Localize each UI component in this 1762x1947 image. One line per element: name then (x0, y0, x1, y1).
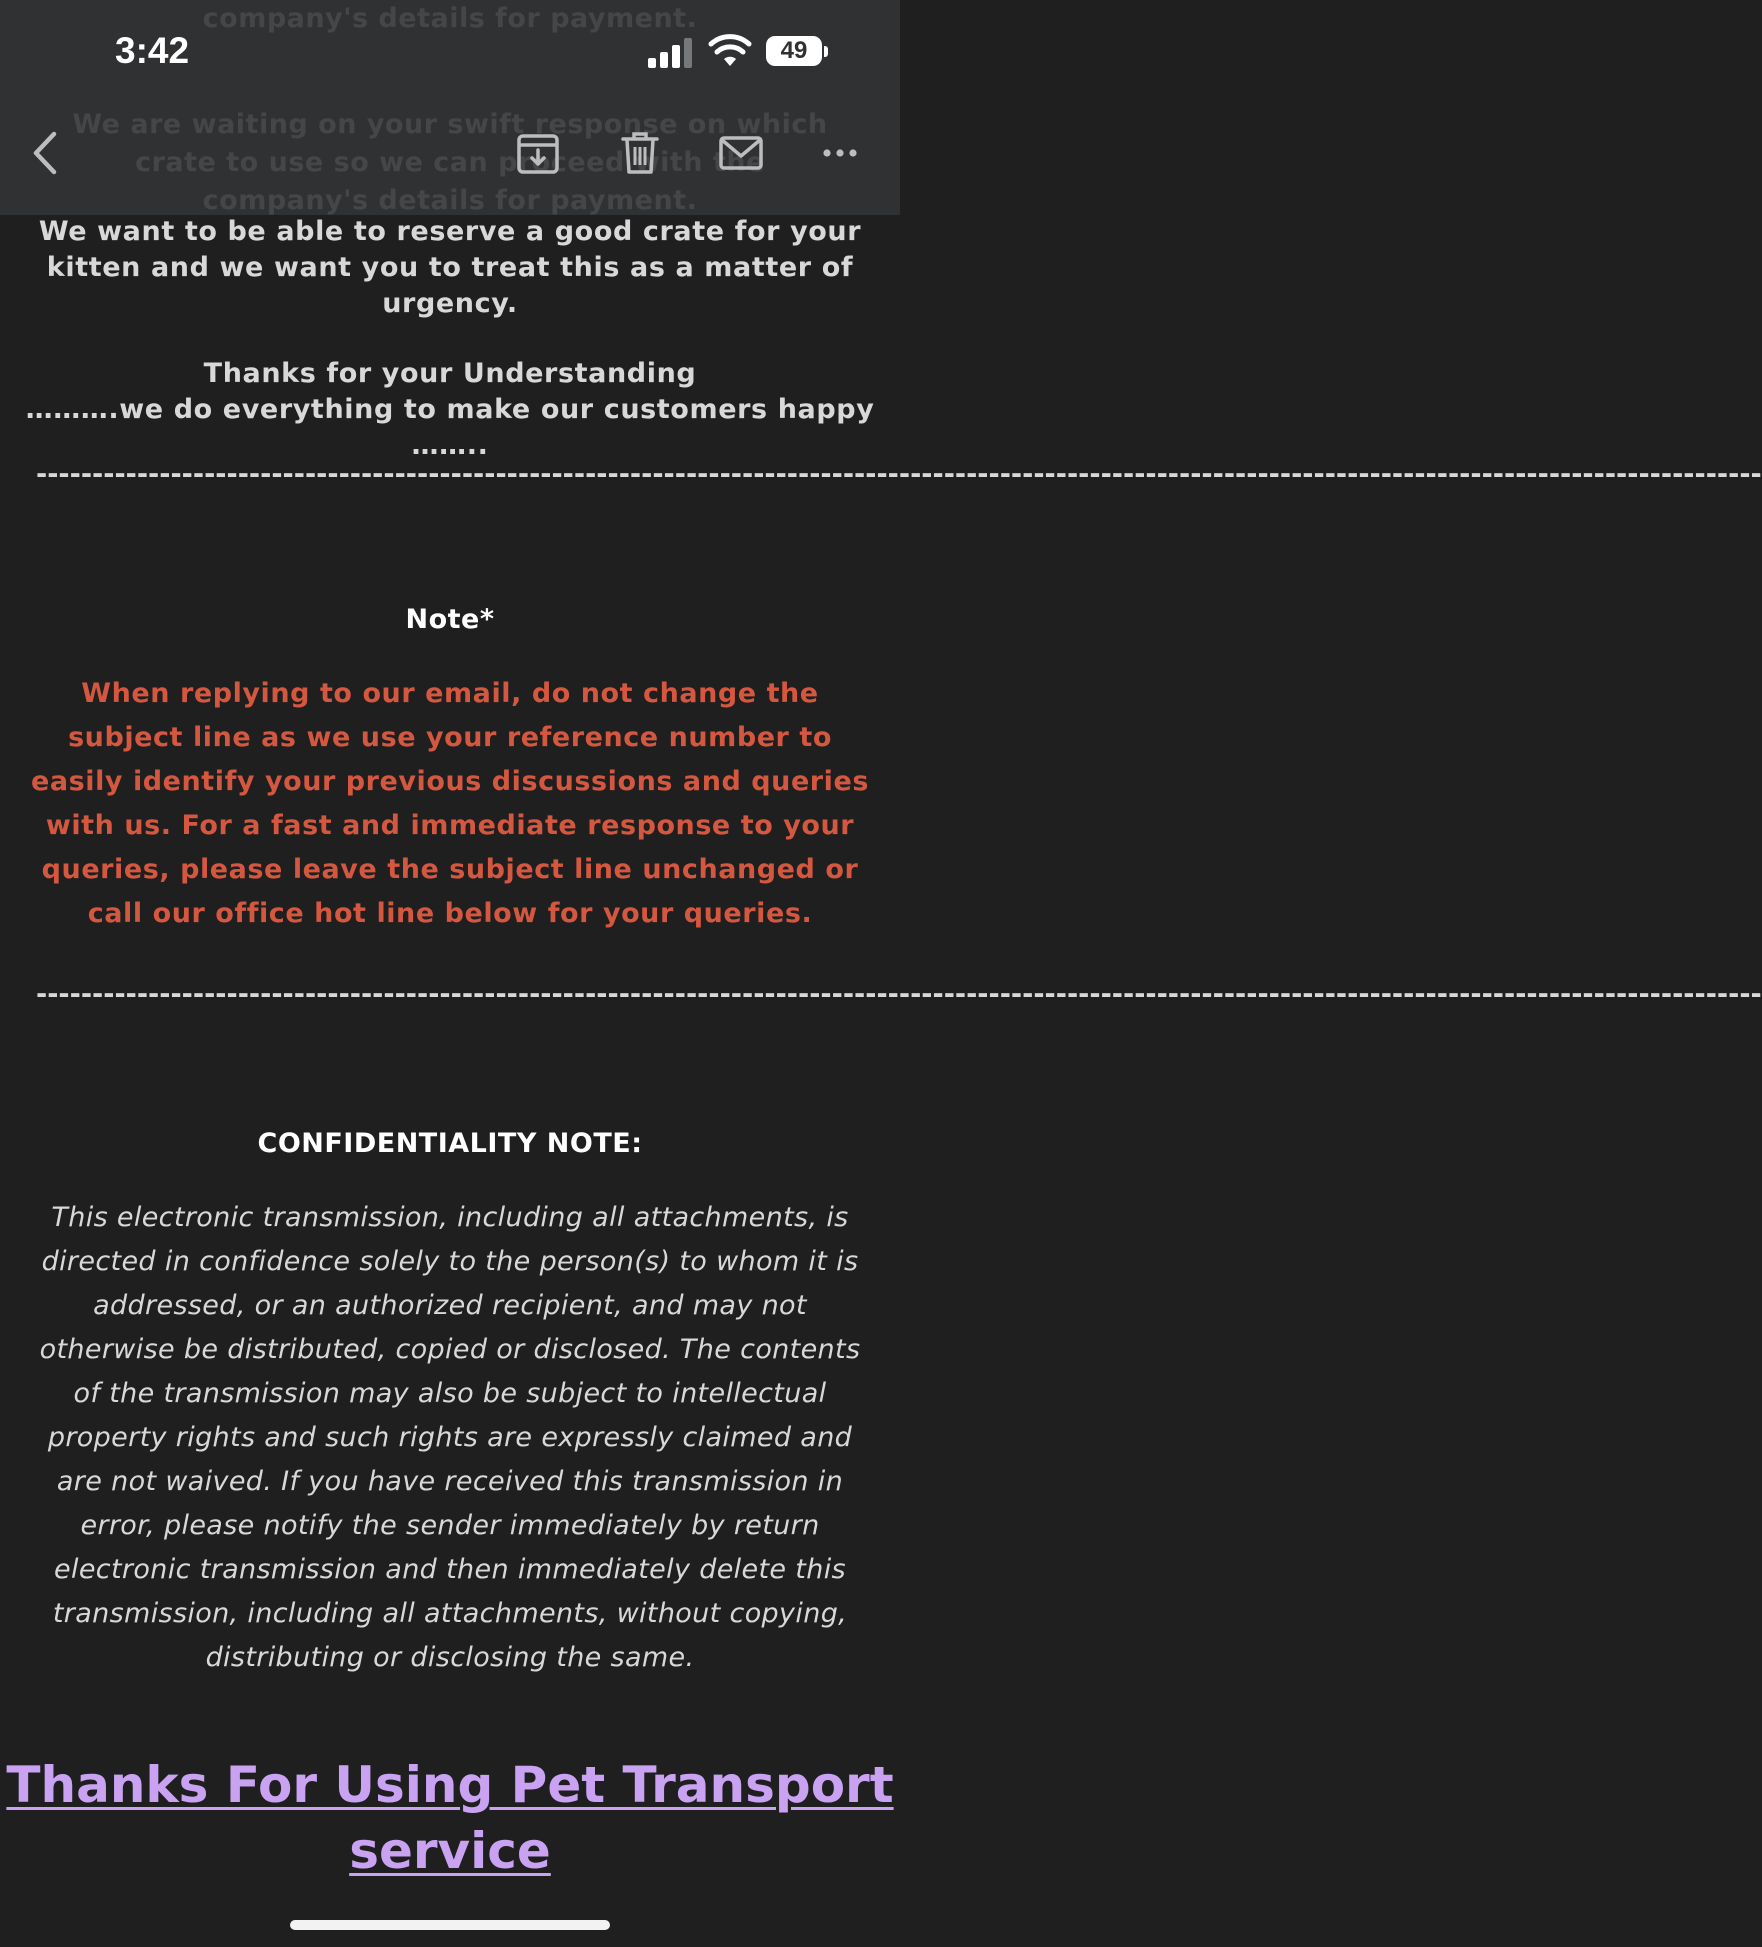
top-chrome (0, 0, 900, 215)
dashed-divider-1: ---------------------------------------------------------------------------------------------------------------------------------------------------------- (36, 459, 1762, 490)
confidentiality-text: This electronic transmission, including all attachments, is directed in confidence solely to the person(s) to whom it is addressed, or an authorized recipient, and may not otherwise be distributed, copied or disclosed. The contents of the transmission may also be subject to intellectual property rights and such rights are expressly claimed and are not waived. If you have received this transmission in error, please notify the sender immediately by return electronic transmission and then immediately delete this transmission, including all attachments, without copying, distributing or disclosing the same. (39, 1202, 861, 1673)
more-ellipsis-icon[interactable] (822, 130, 858, 176)
scrolled-text-top: company's details for payment. (202, 3, 698, 34)
note-heading: Note* (405, 604, 495, 635)
confidentiality-heading: CONFIDENTIALITY NOTE: (257, 1128, 643, 1159)
status-time: 3:42 (115, 30, 190, 71)
scrolled-text-behind-toolbar: We are waiting on your swift response on which crate to use so we can proceed with the company's details for payment. (72, 109, 828, 216)
battery-level: 49 (766, 36, 822, 66)
home-indicator[interactable] (290, 1920, 610, 1930)
note-text: When replying to our email, do not change the subject line as we use your reference number to easily identify your previous discussions and queries with us. For a fast and immediate response to your queries, please leave the subject line unchanged or call our office hot line below for your queries. (31, 678, 869, 929)
urgent-paragraph: We want to be able to reserve a good crate for your kitten and we want you to treat this as a matter of urgency. (38, 216, 862, 319)
battery-icon (766, 36, 828, 66)
pet-transport-link[interactable]: Thanks For Using Pet Transport service (6, 1756, 894, 1880)
wifi-icon (708, 34, 752, 68)
trash-icon[interactable] (620, 130, 660, 176)
thanks-paragraph (0, 356, 900, 464)
thanks-line-1: Thanks for your Understanding (203, 358, 697, 389)
archive-box-icon[interactable] (516, 130, 560, 176)
cellular-signal-icon (648, 38, 694, 68)
dashed-divider-2: ---------------------------------------------------------------------------------------------------------------------------------------------------------- (36, 979, 1762, 1010)
thanks-line-2: ……….we do everything to make our customers happy …….. (25, 394, 875, 461)
envelope-icon[interactable] (718, 130, 764, 176)
back-chevron-icon[interactable] (30, 130, 60, 176)
